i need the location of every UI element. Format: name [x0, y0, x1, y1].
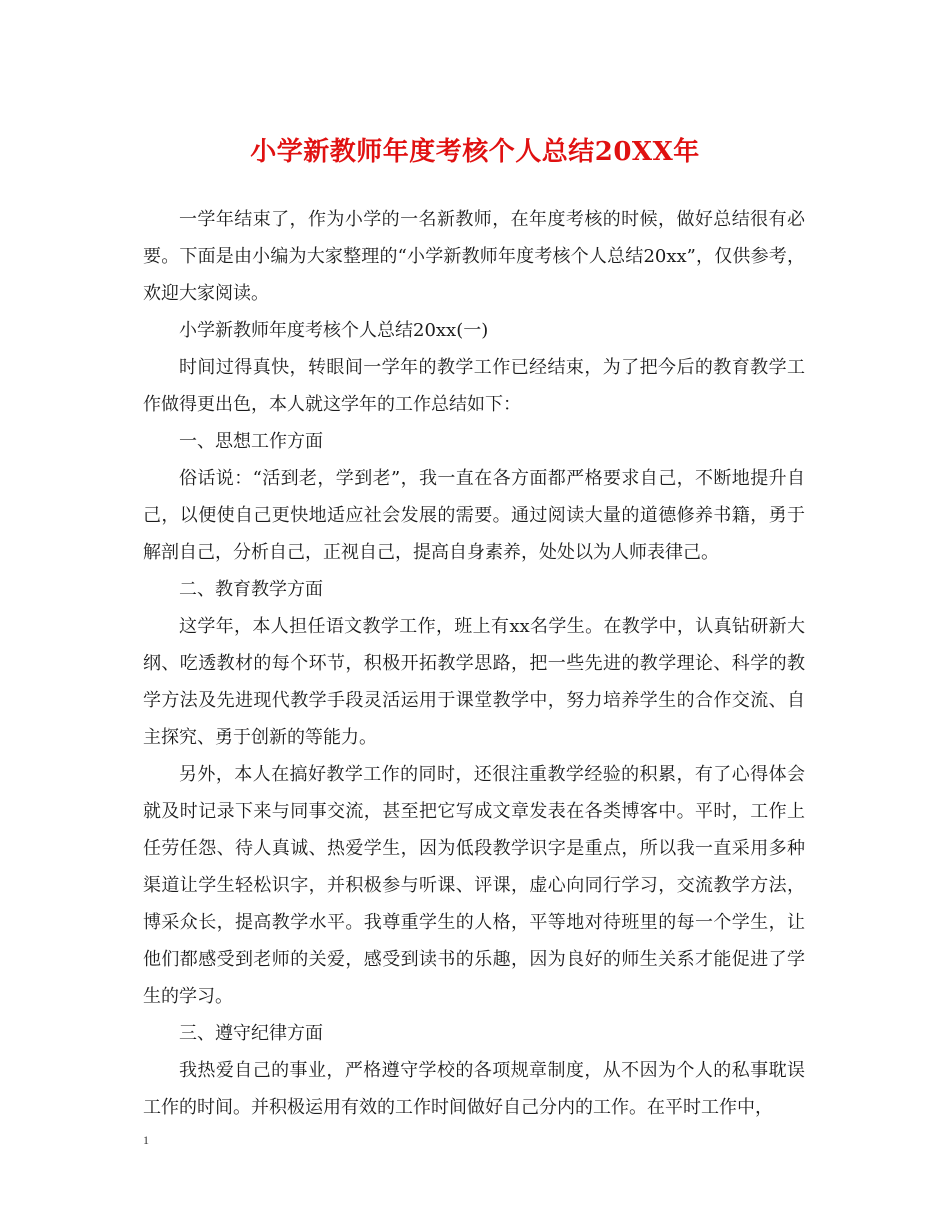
teaching-paragraph: 这学年，本人担任语文教学工作，班上有xx名学生。在教学中，认真钻研新大纲、吃透教材的每个环节，积极开拓教学思路，把一些先进的教学理论、科学的教学方法及先进现代教学手段灵活运用于课堂教学中，努力培养学生的合作交流、自主探究、勇于创新的等能力。	[143, 616, 805, 748]
intro-paragraph: 一学年结束了，作为小学的一名新教师，在年度考核的时候，做好总结很有必要。下面是由小编为大家整理的“小学新教师年度考核个人总结20xx”，仅供参考，欢迎大家阅读。	[143, 209, 805, 304]
ideology-paragraph: 俗话说：“活到老，学到老”，我一直在各方面都严格要求自己，不断地提升自己，以便使自己更快地适应社会发展的需要。通过阅读大量的道德修养书籍，勇于解剖自己，分析自己，正视自己，提高自身素养，处处以为人师表律己。	[143, 468, 805, 563]
section-heading-teaching: 二、教育教学方面	[179, 579, 323, 600]
section-heading-ideology: 一、思想工作方面	[179, 431, 323, 452]
document-title: 小学新教师年度考核个人总结20XX年	[250, 137, 700, 167]
opening-paragraph: 时间过得真快，转眼间一学年的教学工作已经结束，为了把今后的教育教学工作做得更出色，本人就这学年的工作总结如下：	[143, 357, 805, 415]
document-body	[143, 201, 805, 1126]
teaching-experience-paragraph: 另外，本人在搞好教学工作的同时，还很注重教学经验的积累，有了心得体会就及时记录下来与同事交流，甚至把它写成文章发表在各类博客中。平时，工作上任劳任怨、待人真诚、热爱学生，因为低段教学识字是重点，所以我一直采用多种渠道让学生轻松识字，并积极参与听课、评课，虚心向同行学习，交流教学方法，博采众长，提高教学水平。我尊重学生的人格，平等地对待班里的每一个学生，让他们都感受到老师的关爱，感受到读书的乐趣，因为良好的师生关系才能促进了学生的学习。	[143, 764, 805, 1007]
section-heading-discipline: 三、遵守纪律方面	[179, 1023, 323, 1044]
discipline-paragraph: 我热爱自己的事业，严格遵守学校的各项规章制度，从不因为个人的私事耽误工作的时间。并积极运用有效的工作时间做好自己分内的工作。在平时工作中，	[143, 1060, 805, 1118]
section-heading-part-one: 小学新教师年度考核个人总结20xx(一)	[179, 320, 489, 341]
page-number: 1	[143, 1133, 149, 1147]
